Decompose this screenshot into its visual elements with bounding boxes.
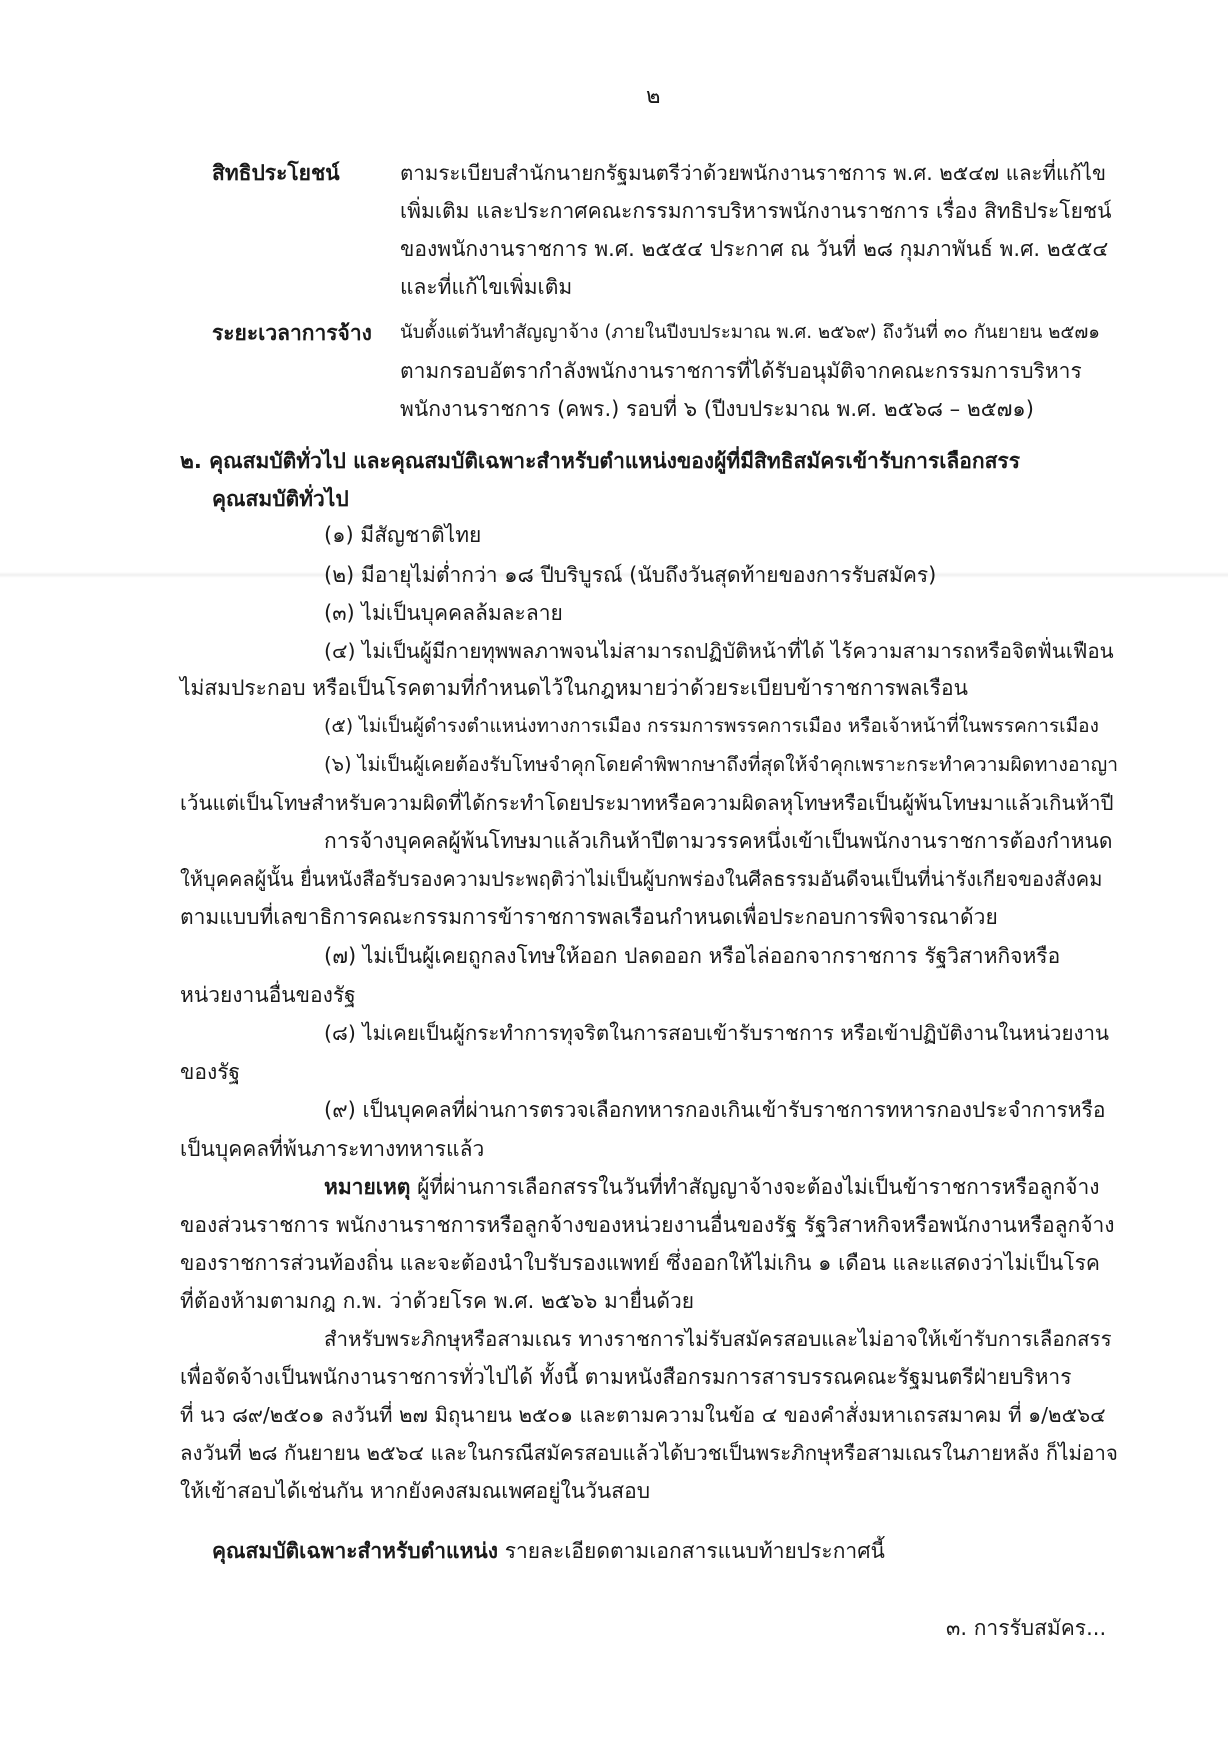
monk-line: ให้เข้าสอบได้เช่นกัน หากยังคงสมณเพศอยู่ในวันสอบ — [180, 1479, 651, 1503]
monk-line: สำหรับพระภิกษุหรือสามเณร ทางราชการไม่รับสมัครสอบและไม่อาจให้เข้ารับการเลือกสรร — [324, 1327, 1112, 1351]
monk-line: เพื่อจัดจ้างเป็นพนักงานราชการทั่วไปได้ ทั้งนี้ ตามหนังสือกรมการสารบรรณคณะรัฐมนตรีฝ่ายบริหาร — [180, 1365, 1072, 1389]
benefits-line: ของพนักงานราชการ พ.ศ. ๒๕๕๔ ประกาศ ณ วันที่ ๒๘ กุมภาพันธ์ พ.ศ. ๒๕๕๔ — [400, 237, 1109, 261]
period-line: ตามกรอบอัตรากำลังพนักงานราชการที่ได้รับอนุมัติจากคณะกรรมการบริหาร — [400, 359, 1082, 383]
qualification-item: (๙) เป็นบุคคลที่ผ่านการตรวจเลือกทหารกองเกินเข้ารับราชการทหารกองประจำการหรือ — [324, 1098, 1106, 1122]
qualification-item: (๒) มีอายุไม่ต่ำกว่า ๑๘ ปีบริบูรณ์ (นับถึงวันสุดท้ายของการรับสมัคร) — [324, 563, 937, 587]
period-label: ระยะเวลาการจ้าง — [212, 321, 372, 345]
page-number: ๒ — [646, 84, 661, 109]
qualification-item: ให้บุคคลผู้นั้น ยื่นหนังสือรับรองความประพฤติว่าไม่เป็นผู้บกพร่องในศีลธรรมอันดีจนเป็นที่น่ารังเกียจของสังคม — [180, 867, 1103, 891]
qualification-item: (๔) ไม่เป็นผู้มีกายทุพพลภาพจนไม่สามารถปฏิบัติหน้าที่ได้ ไร้ความสามารถหรือจิตฟั่นเฟือน — [324, 639, 1114, 663]
section-subheading: คุณสมบัติทั่วไป — [212, 487, 349, 511]
qualification-item: (๘) ไม่เคยเป็นผู้กระทำการทุจริตในการสอบเข้ารับราชการ หรือเข้าปฏิบัติงานในหน่วยงาน — [324, 1021, 1110, 1045]
qualification-item: ของรัฐ — [180, 1060, 241, 1084]
note-label: หมายเหตุ — [324, 1175, 411, 1199]
qualification-item: การจ้างบุคคลผู้พ้นโทษมาแล้วเกินห้าปีตามวรรคหนึ่งเข้าเป็นพนักงานราชการต้องกำหนด — [324, 829, 1113, 853]
specific-qualifications-text: รายละเอียดตามเอกสารแนบท้ายประกาศนี้ — [498, 1539, 885, 1563]
benefits-line: ตามระเบียบสำนักนายกรัฐมนตรีว่าด้วยพนักงานราชการ พ.ศ. ๒๕๔๗ และที่แก้ไข — [400, 161, 1106, 185]
qualification-item: (๑) มีสัญชาติไทย — [324, 523, 482, 547]
qualification-item: ตามแบบที่เลขาธิการคณะกรรมการข้าราชการพลเรือนกำหนดเพื่อประกอบการพิจารณาด้วย — [180, 905, 998, 929]
period-line: พนักงานราชการ (คพร.) รอบที่ ๖ (ปีงบประมาณ พ.ศ. ๒๕๖๘ – ๒๕๗๑) — [400, 397, 1034, 421]
section-heading: ๒. คุณสมบัติทั่วไป และคุณสมบัติเฉพาะสำหรับตำแหน่งของผู้ที่มีสิทธิสมัครเข้ารับการเลือกสรร — [180, 449, 1020, 473]
benefits-label: สิทธิประโยชน์ — [212, 161, 340, 185]
note-line: ที่ต้องห้ามตามกฎ ก.พ. ว่าด้วยโรค พ.ศ. ๒๕๖๖ มายื่นด้วย — [180, 1289, 695, 1313]
note-line: ของราชการส่วนท้องถิ่น และจะต้องนำใบรับรองแพทย์ ซึ่งออกให้ไม่เกิน ๑ เดือน และแสดงว่าไม่เป็นโรค — [180, 1251, 1100, 1275]
qualification-item: หน่วยงานอื่นของรัฐ — [180, 983, 356, 1007]
qualification-item: เว้นแต่เป็นโทษสำหรับความผิดที่ได้กระทำโดยประมาทหรือความผิดลหุโทษหรือเป็นผู้พ้นโทษมาแล้วเกินห้าปี — [180, 791, 1114, 815]
qualification-item: ไม่สมประกอบ หรือเป็นโรคตามที่กำหนดไว้ในกฎหมายว่าด้วยระเบียบข้าราชการพลเรือน — [180, 676, 968, 700]
qualification-item: (๕) ไม่เป็นผู้ดำรงตำแหน่งทางการเมือง กรรมการพรรคการเมือง หรือเจ้าหน้าที่ในพรรคการเมือง — [324, 715, 1099, 737]
note-line: ของส่วนราชการ พนักงานราชการหรือลูกจ้างของหน่วยงานอื่นของรัฐ รัฐวิสาหกิจหรือพนักงานหรือลูกจ้าง — [180, 1213, 1115, 1237]
specific-qualifications-label: คุณสมบัติเฉพาะสำหรับตำแหน่ง — [212, 1539, 499, 1563]
qualification-item: เป็นบุคคลที่พ้นภาระทางทหารแล้ว — [180, 1137, 485, 1161]
monk-line: ที่ นว ๘๙/๒๕๐๑ ลงวันที่ ๒๗ มิถุนายน ๒๕๐๑ และตามความในข้อ ๔ ของคำสั่งมหาเถรสมาคม ที่ ๑/๒๕๖๔ — [180, 1403, 1106, 1427]
benefits-line: และที่แก้ไขเพิ่มเติม — [400, 275, 573, 299]
period-line: นับตั้งแต่วันทำสัญญาจ้าง (ภายในปีงบประมาณ พ.ศ. ๒๕๖๙) ถึงวันที่ ๓๐ กันยายน ๒๕๗๑ — [400, 322, 1101, 343]
note-text: ผู้ที่ผ่านการเลือกสรรในวันที่ทำสัญญาจ้างจะต้องไม่เป็นข้าราชการหรือลูกจ้าง — [410, 1175, 1100, 1199]
qualification-item: (๗) ไม่เป็นผู้เคยถูกลงโทษให้ออก ปลดออก หรือไล่ออกจากราชการ รัฐวิสาหกิจหรือ — [324, 944, 1061, 968]
specific-qualifications-line — [212, 1536, 885, 1566]
continuation-marker: ๓. การรับสมัคร... — [946, 1616, 1107, 1640]
qualification-item: (๖) ไม่เป็นผู้เคยต้องรับโทษจำคุกโดยคำพิพากษาถึงที่สุดให้จำคุกเพราะกระทำความผิดทางอาญา — [324, 753, 1119, 776]
note-line — [324, 1172, 1100, 1202]
monk-line: ลงวันที่ ๒๘ กันยายน ๒๕๖๔ และในกรณีสมัครสอบแล้วได้บวชเป็นพระภิกษุหรือสามเณรในภายหลัง ก็ไม่อาจ — [180, 1441, 1118, 1465]
benefits-line: เพิ่มเติม และประกาศคณะกรรมการบริหารพนักงานราชการ เรื่อง สิทธิประโยชน์ — [400, 199, 1112, 223]
qualification-item: (๓) ไม่เป็นบุคคลล้มละลาย — [324, 601, 563, 625]
